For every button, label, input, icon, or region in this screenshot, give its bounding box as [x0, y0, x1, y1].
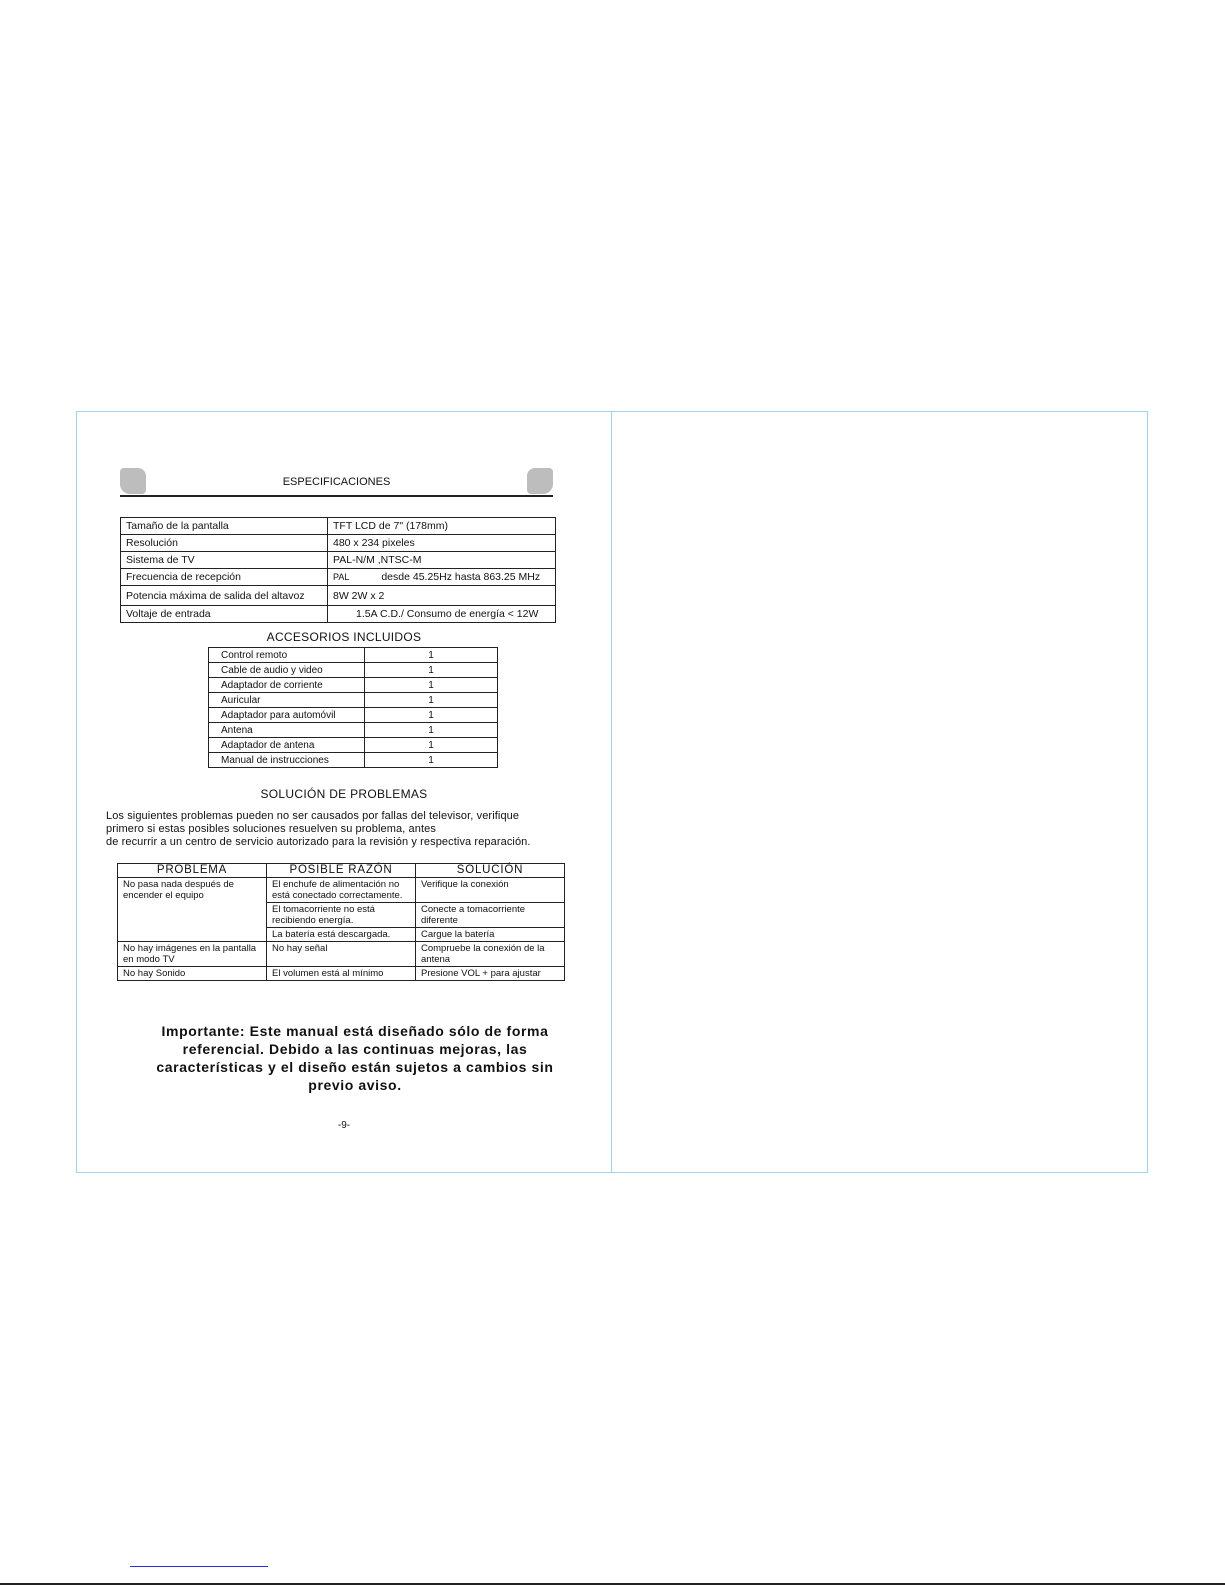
spec-value-prefix: PAL — [333, 572, 350, 582]
spec-value: 8W 2W x 2 — [328, 586, 556, 606]
reason-cell: La batería está descargada. — [267, 928, 416, 942]
spec-value: TFT LCD de 7" (178mm) — [328, 518, 556, 535]
solution-cell: Presione VOL + para ajustar — [416, 967, 565, 981]
accessory-row — [209, 708, 498, 723]
spec-row — [121, 586, 556, 606]
accessory-item: Control remoto — [209, 648, 365, 663]
accessory-qty: 1 — [365, 723, 498, 738]
accessory-qty: 1 — [365, 663, 498, 678]
accessory-row — [209, 738, 498, 753]
reason-cell: El tomacorriente no está recibiendo energía. — [267, 903, 416, 928]
spec-value: 480 x 234 pixeles — [328, 535, 556, 552]
accessory-qty: 1 — [365, 753, 498, 768]
spec-label: Resolución — [121, 535, 328, 552]
accessory-item: Adaptador de antena — [209, 738, 365, 753]
spec-label: Tamaño de la pantalla — [121, 518, 328, 535]
table-row — [118, 967, 565, 981]
accessories-title: ACCESORIOS INCLUIDOS — [266, 630, 422, 644]
accessory-row — [209, 678, 498, 693]
accessory-qty: 1 — [365, 678, 498, 693]
specifications-table — [120, 517, 556, 623]
problem-cell: No hay Sonido — [118, 967, 267, 981]
solution-cell: Verifique la conexión — [416, 878, 565, 903]
spec-row — [121, 606, 556, 623]
accessory-row — [209, 648, 498, 663]
accessory-row — [209, 663, 498, 678]
solution-cell: Conecte a tomacorriente diferente — [416, 903, 565, 928]
footer-link-underline[interactable] — [130, 1566, 268, 1567]
accessory-row — [209, 753, 498, 768]
troubleshooting-title: SOLUCIÓN DE PROBLEMAS — [260, 787, 428, 801]
accessory-item: Auricular — [209, 693, 365, 708]
specifications-title: ESPECIFICACIONES — [282, 476, 391, 488]
accessory-qty: 1 — [365, 708, 498, 723]
spec-label: Frecuencia de recepción — [121, 569, 328, 586]
accessory-row — [209, 693, 498, 708]
specifications-rule — [120, 495, 553, 497]
accessory-item: Manual de instrucciones — [209, 753, 365, 768]
accessory-item: Antena — [209, 723, 365, 738]
problem-cell: No hay imágenes en la pantalla en modo TV — [118, 942, 267, 967]
table-row — [118, 878, 565, 903]
accessory-qty: 1 — [365, 738, 498, 753]
troubleshooting-table — [117, 863, 565, 981]
solution-cell: Cargue la batería — [416, 928, 565, 942]
spec-value-cell — [328, 569, 556, 586]
intro-line: de recurrir a un centro de servicio autorizado para la revisión y respectiva reparación. — [106, 836, 531, 848]
accessory-row — [209, 723, 498, 738]
accessory-qty: 1 — [365, 648, 498, 663]
intro-line: Los siguientes problemas pueden no ser causados por fallas del televisor, verifique — [106, 810, 520, 822]
spec-label: Potencia máxima de salida del altavoz — [121, 586, 328, 606]
spec-value: PAL-N/M ,NTSC-M — [328, 552, 556, 569]
left-page — [77, 412, 611, 1172]
page-divider — [611, 411, 612, 1173]
header-solution: SOLUCIÓN — [416, 864, 565, 878]
reason-cell: El enchufe de alimentación no está conectado correctamente. — [267, 878, 416, 903]
table-row — [118, 942, 565, 967]
table-header-row — [118, 864, 565, 878]
important-note: Importante: Este manual está diseñado sólo de forma referencial. Debido a las continuas mejoras, las características y el diseño están sujetos a cambios sin previo aviso. — [156, 1023, 554, 1093]
reason-cell: No hay señal — [267, 942, 416, 967]
intro-line: primero si estas posibles soluciones resuelven su problema, antes — [106, 823, 436, 835]
spec-row — [121, 569, 556, 586]
page-number: -9- — [337, 1120, 351, 1131]
reason-cell: El volumen está al mínimo — [267, 967, 416, 981]
problem-cell: No pasa nada después de encender el equipo — [118, 878, 267, 942]
spec-value: desde 45.25Hz hasta 863.25 MHz — [381, 571, 541, 583]
accessory-qty: 1 — [365, 693, 498, 708]
accessory-item: Cable de audio y video — [209, 663, 365, 678]
header-reason: POSIBLE RAZÓN — [267, 864, 416, 878]
accessory-item: Adaptador de corriente — [209, 678, 365, 693]
solution-cell: Compruebe la conexión de la antena — [416, 942, 565, 967]
troubleshooting-intro — [106, 810, 606, 849]
header-problem: PROBLEMA — [118, 864, 267, 878]
accessory-item: Adaptador para automóvil — [209, 708, 365, 723]
spec-row — [121, 552, 556, 569]
spec-label: Voltaje de entrada — [121, 606, 328, 623]
spec-row — [121, 535, 556, 552]
spec-value: 1.5A C.D./ Consumo de energía < 12W — [328, 606, 556, 623]
spec-label: Sistema de TV — [121, 552, 328, 569]
spec-row — [121, 518, 556, 535]
accessories-table — [208, 647, 498, 768]
